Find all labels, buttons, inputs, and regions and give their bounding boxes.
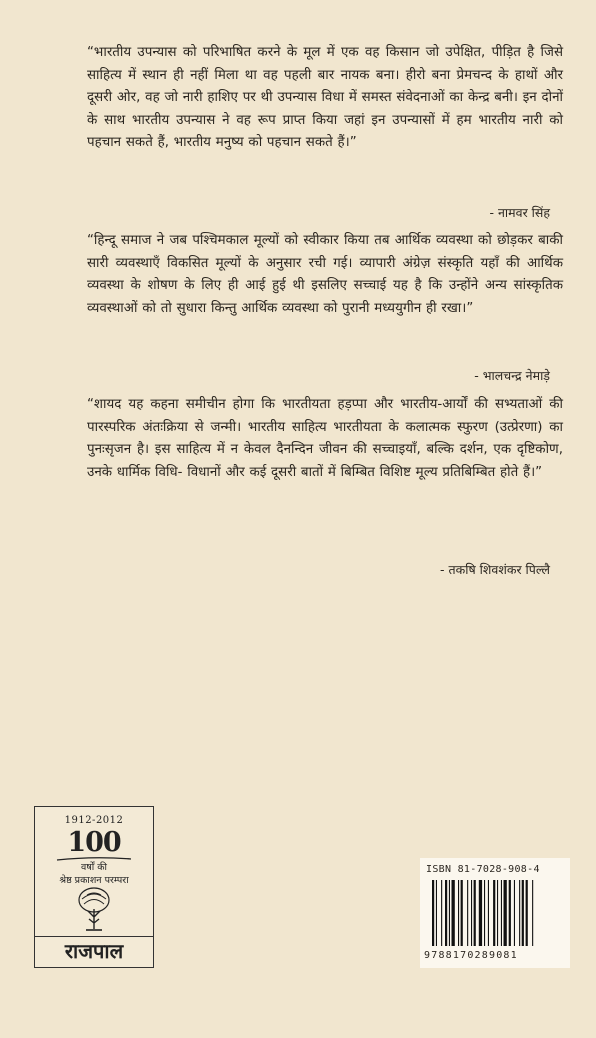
barcode-bar [509,880,511,946]
quote-author-thakazhi-sivasankara-pillai: - तकषि शिवशंकर पिल्लै [440,562,550,577]
barcode-bar [493,880,495,946]
barcode-bar [479,880,482,946]
barcode-bar [461,880,463,946]
barcode-bar [467,880,468,946]
logo-tagline-years: वर्षों की [80,862,107,873]
quote-bhalchandra-nemade: “हिन्दू समाज ने जब पश्चिमकाल मूल्यों को स्वीकार किया तब आर्थिक व्यवस्था को छोड़कर बाकी सारी व्यवस्थाएँ विकसित मूल्यों के अनुसार रची गई। व्यापारी अंग्रेज़ संस्कृति यहाँ की आर्थिक व्यवस्था के शोषण के लिए ही आई हुई थी इसलिए सच्चाई यह है कि उन्होंने अन्य सांस्कृतिक व्यवस्थाओं को तो सुधारा किन्तु आर्थिक व्यवस्था को पुरानी मध्ययुगीन ही रखा।” [87,233,563,316]
barcode-bar [532,880,533,946]
barcode-bar [449,880,450,946]
quote-author-bhalchandra-nemade: - भालचन्द्र नेमाड़े [474,368,550,383]
isbn-barcode [420,858,570,968]
barcode-bar [452,880,455,946]
barcode-bar [526,880,528,946]
tree-icon [77,887,111,933]
quote-author-namvar-singh: - नामवर सिंह [489,205,550,220]
barcode-bar [445,880,447,946]
barcode-bar [471,880,472,946]
barcode-bar [488,880,489,946]
barcode-bar [522,880,524,946]
quote-namvar-singh: “भारतीय उपन्यास को परिभाषित करने के मूल में एक वह किसान जो उपेक्षित, पीड़ित है जिसे साहित्य में स्थान ही नहीं मिला था वह पहली बार नायक बना। हीरो बना प्रेमचन्द के हाथों और दूसरी ओर, वह जो नारी हाशिए पर थी उपन्यास विधा में समस्त संवेदनाओं का केन्द्र बनी। इन दोनों के साथ भारतीय उपन्यास ने वह रूप प्राप्त किया जहां इन उपन्यासों में हम भारतीय नारी को पहचान सकते हैं, भारतीय मनुष्य को पहचान सकते हैं।” [87,45,563,151]
barcode-bar [432,880,434,946]
barcode-bar [474,880,476,946]
logo-brand-name: राजपाल [35,936,153,967]
barcode-bar [514,880,515,946]
logo-tagline-tradition: श्रेष्ठ प्रकाशन परम्परा [59,875,129,886]
publisher-logo [34,806,154,968]
barcode-bar [519,880,520,946]
barcode-bar [501,880,502,946]
barcode-digits: 9788170289081 [424,950,518,961]
barcode-icon [432,880,560,948]
barcode-bar [497,880,498,946]
logo-hundred: 100 [67,827,121,858]
barcode-bar [484,880,485,946]
barcode-bar [441,880,442,946]
logo-years: 1912-2012 [64,815,124,826]
barcode-bar [504,880,507,946]
barcode-bar [458,880,459,946]
quote-thakazhi-sivasankara-pillai: “शायद यह कहना समीचीन होगा कि भारतीयता हड़प्पा और भारतीय-आर्यों की सभ्यताओं की पारस्परिक अंतःक्रिया से जन्मी। भारतीय साहित्य भारतीयता के कलात्मक स्फुरण (उत्प्रेरणा) का पुनःसृजन है। इस साहित्य में न केवल दैनन्दिन जीवन की सच्चाइयाँ, बल्कि दर्शन, एक दृष्टिकोण, उनके धार्मिक विधि- विधानों और कई दूसरी बातों में बिम्बित विशिष्ट मूल्य प्रतिबिम्बित होते हैं।” [87,397,563,480]
barcode-bar [436,880,437,946]
isbn-text: ISBN 81-7028-908-4 [426,864,540,875]
